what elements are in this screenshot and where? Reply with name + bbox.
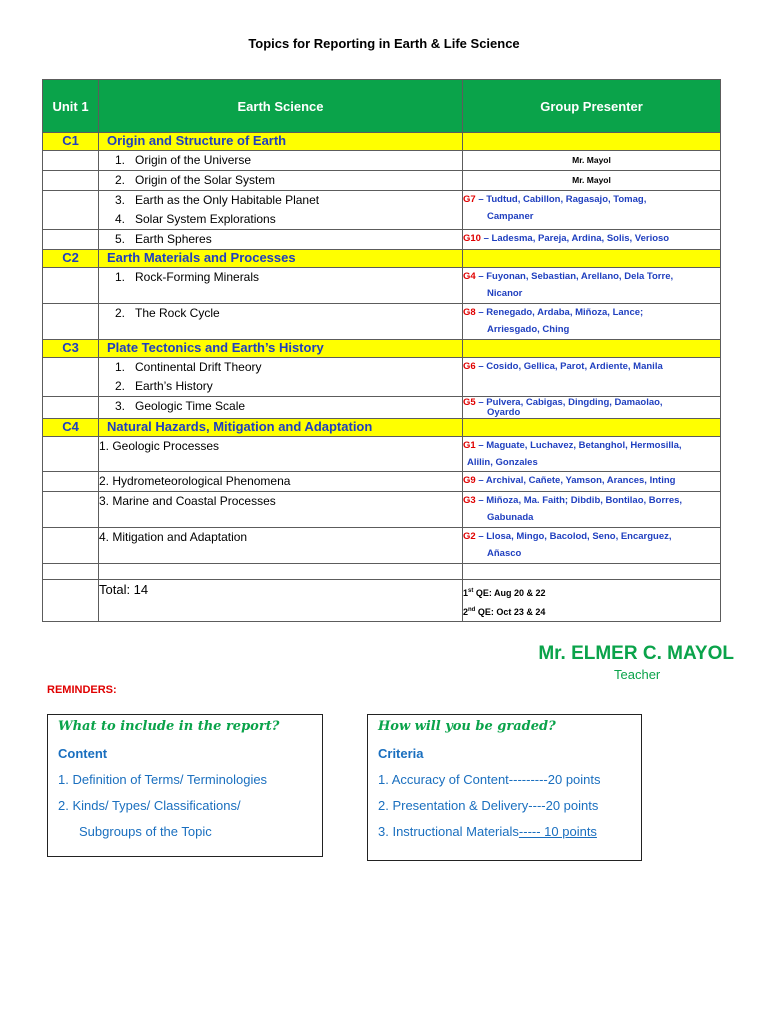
table-row <box>43 191 721 230</box>
document-title: Topics for Reporting in Earth & Life Science <box>248 36 520 51</box>
criteria-line: 3. Instructional Materials----- 10 points <box>378 824 597 839</box>
unit-code: C2 <box>43 250 99 268</box>
presenter-cell: G8 – Renegado, Ardaba, Miñoza, Lance; Arriesgado, Ching <box>463 304 721 340</box>
unit-row-c2 <box>43 250 721 268</box>
table-row <box>43 304 721 340</box>
content-box <box>47 714 323 857</box>
unit-code: C3 <box>43 340 99 358</box>
topic-item: 3. Marine and Coastal Processes <box>99 492 463 528</box>
topic-item: 2. The Rock Cycle <box>114 306 220 320</box>
criteria-line: 2. Presentation & Delivery----20 points <box>378 798 599 813</box>
header-earth-science: Earth Science <box>99 80 463 133</box>
unit-row-c4 <box>43 419 721 437</box>
topic-item: 1. Rock-Forming Minerals <box>114 270 260 284</box>
table-row <box>43 492 721 528</box>
presenter-cell: G7 – Tudtud, Cabillon, Ragasajo, Tomag, Campaner <box>463 191 721 230</box>
table-row <box>43 397 721 419</box>
presenter-cell: Mr. Mayol <box>463 171 721 191</box>
presenter-cell: G5 – Pulvera, Cabigas, Dingding, Damaolao, Oyardo <box>463 397 721 419</box>
content-line: 1. Definition of Terms/ Terminologies <box>58 772 268 787</box>
presenter-cell: G4 – Fuyonan, Sebastian, Arellano, Dela Torre, Nicanor <box>463 268 721 304</box>
table-header-row <box>43 80 721 133</box>
unit-code: C1 <box>43 133 99 151</box>
teacher-name: Mr. ELMER C. MAYOL <box>538 643 734 664</box>
content-heading: Content <box>58 746 108 761</box>
topic-item: 2. Origin of the Solar System <box>114 173 276 187</box>
table-row <box>43 358 721 397</box>
presenter-cell: G9 – Archival, Cañete, Yamson, Arances, Inting <box>463 472 721 492</box>
criteria-line: 1. Accuracy of Content---------20 points <box>378 772 601 787</box>
total-row <box>43 580 721 622</box>
topic-item: 2. Earth’s History <box>114 379 213 393</box>
topic-item: 3. Geologic Time Scale <box>114 399 246 413</box>
unit-row-c3 <box>43 340 721 358</box>
topic-item: 1. Continental Drift Theory <box>114 360 262 374</box>
presenter-cell: G3 – Miñoza, Ma. Faith; Dibdib, Bontilao, Borres, Gabunada <box>463 492 721 528</box>
presenter-cell: G10 – Ladesma, Pareja, Ardina, Solis, Verioso <box>463 230 721 250</box>
unit-name: Plate Tectonics and Earth’s History <box>99 340 463 358</box>
table-row <box>43 171 721 191</box>
grading-heading: Criteria <box>378 746 424 761</box>
topic-item: 3. Earth as the Only Habitable Planet <box>114 193 320 207</box>
grading-question: How will you be graded? <box>378 719 556 734</box>
table-row <box>43 437 721 472</box>
table-row <box>43 230 721 250</box>
unit-name: Origin and Structure of Earth <box>99 133 463 151</box>
presenter-cell: Mr. Mayol <box>463 151 721 171</box>
unit-code: C4 <box>43 419 99 437</box>
teacher-role: Teacher <box>614 667 661 682</box>
topic-item: 1. Geologic Processes <box>99 437 463 472</box>
table-row <box>43 268 721 304</box>
unit-row-c1 <box>43 133 721 151</box>
topic-item: 5. Earth Spheres <box>114 232 212 246</box>
presenter-cell: G1 – Maguate, Luchavez, Betanghol, Hermosilla, Alilin, Gonzales <box>463 437 721 472</box>
content-question: What to include in the report? <box>58 719 280 734</box>
presenter-cell: G6 – Cosido, Gellica, Parot, Ardiente, Manila <box>463 358 721 397</box>
total-count: Total: 14 <box>99 580 463 622</box>
content-line: 2. Kinds/ Types/ Classifications/ <box>58 798 241 813</box>
presenter-cell: G2 – Llosa, Mingo, Bacolod, Seno, Encarguez, Añasco <box>463 528 721 564</box>
topic-item: 1. Origin of the Universe <box>114 153 252 167</box>
unit-name: Earth Materials and Processes <box>99 250 463 268</box>
reminders-label: REMINDERS: <box>47 684 117 696</box>
content-line: Subgroups of the Topic <box>79 824 212 839</box>
table-row <box>43 472 721 492</box>
header-group-presenter: Group Presenter <box>463 80 721 133</box>
grading-box <box>367 714 642 861</box>
table-row <box>43 151 721 171</box>
empty-row <box>43 564 721 580</box>
unit-name: Natural Hazards, Mitigation and Adaptation <box>99 419 463 437</box>
topic-item: 4. Mitigation and Adaptation <box>99 528 463 564</box>
topic-item: 4. Solar System Explorations <box>114 212 276 226</box>
table-row <box>43 528 721 564</box>
topics-table <box>42 79 721 622</box>
topic-item: 2. Hydrometeorological Phenomena <box>99 472 463 492</box>
header-unit: Unit 1 <box>43 80 99 133</box>
quarter-exam-dates: 1st QE: Aug 20 & 22 2nd QE: Oct 23 & 24 <box>463 580 721 622</box>
